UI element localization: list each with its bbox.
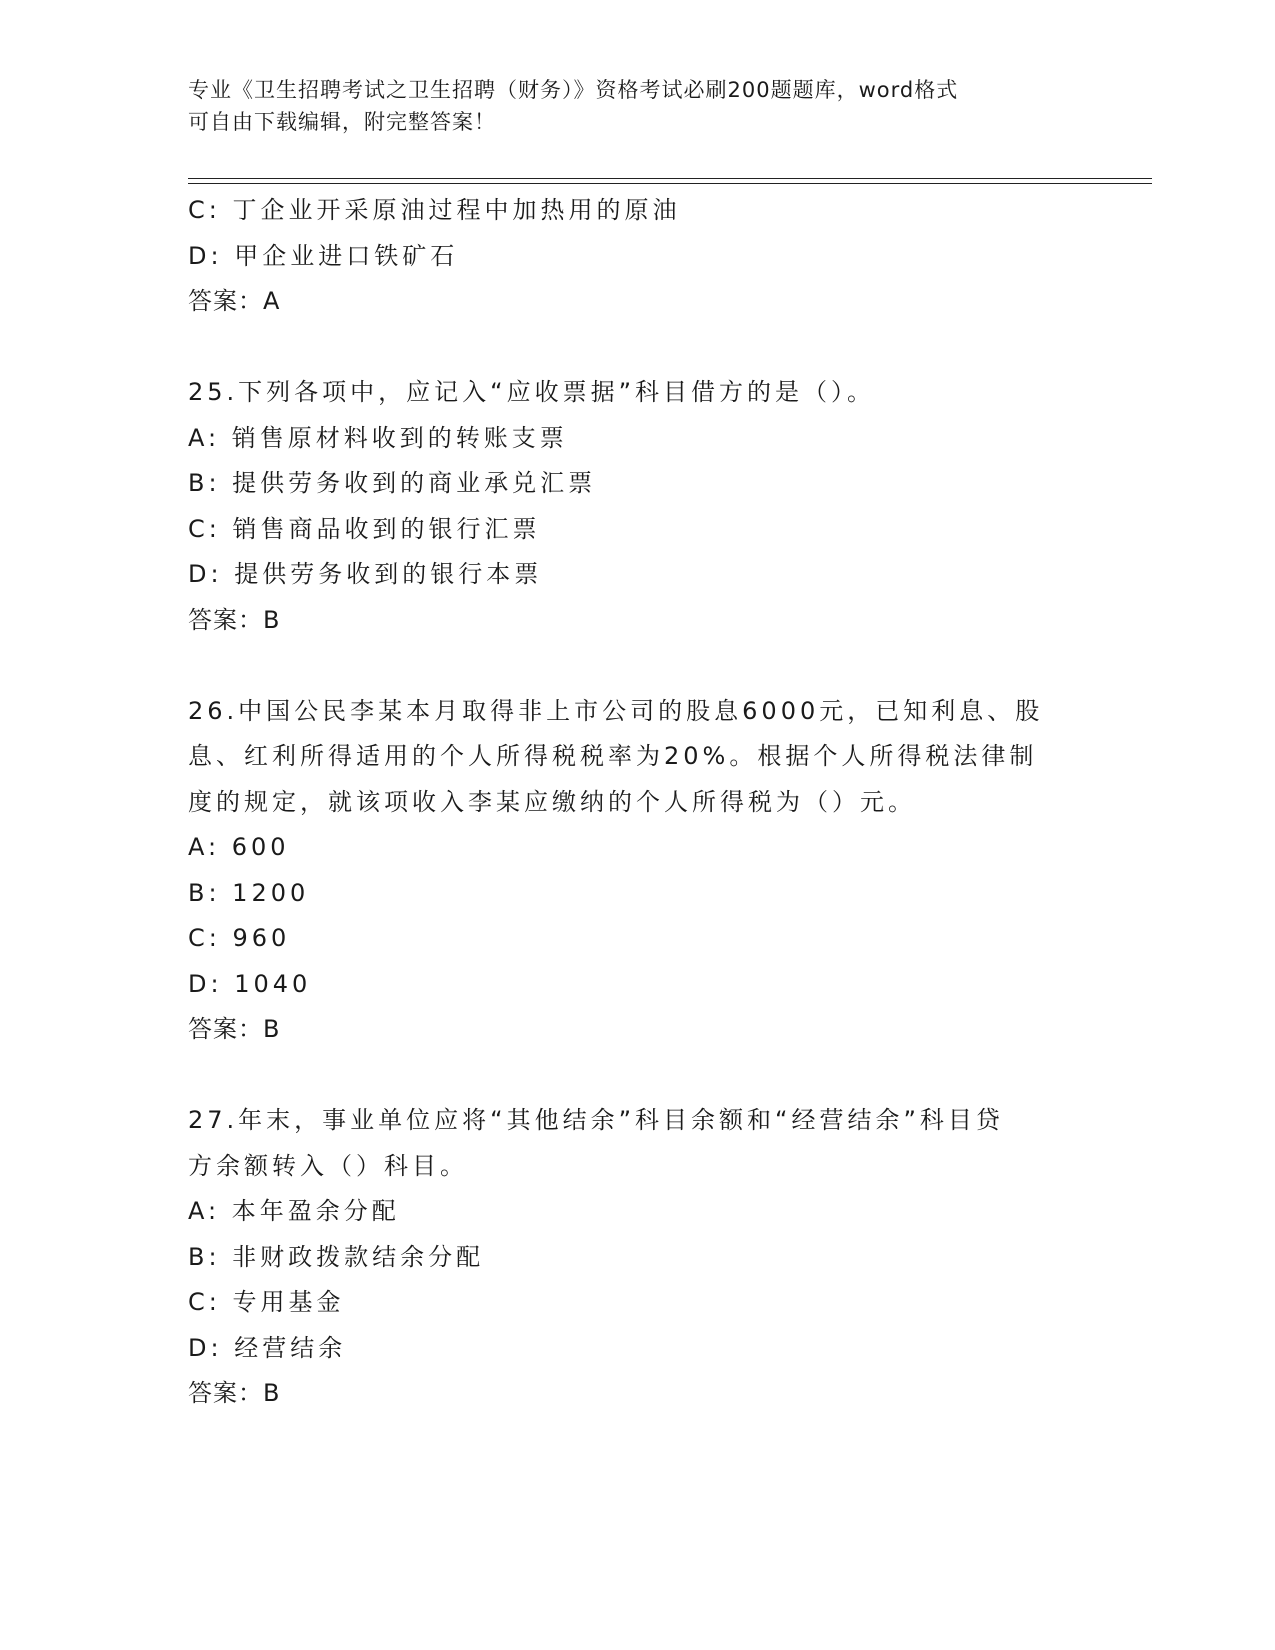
option-a: A: 销售原材料收到的转账支票 [188, 423, 568, 452]
document-header [188, 74, 1088, 138]
header-line-2: 可自由下载编辑，附完整答案！ [188, 110, 496, 134]
option-a: A: 600 [188, 833, 290, 861]
header-divider-top [188, 178, 1152, 179]
answer-line: 答案：B [188, 1015, 281, 1043]
previous-question-tail [188, 188, 1088, 325]
option-d: D: 经营结余 [188, 1333, 347, 1362]
option-d: D: 甲企业进口铁矿石 [188, 241, 459, 270]
option-b: B: 1200 [188, 878, 310, 907]
question-25 [188, 370, 1088, 643]
option-b: B: 提供劳务收到的商业承兑汇票 [188, 469, 597, 497]
answer-line: 答案：B [188, 605, 281, 634]
answer-line: 答案：B [188, 1379, 281, 1407]
option-a: A: 本年盈余分配 [188, 1197, 400, 1225]
option-d: D: 提供劳务收到的银行本票 [188, 560, 543, 588]
option-c: C: 销售商品收到的银行汇票 [188, 514, 541, 543]
answer-line: 答案：A [188, 287, 281, 315]
question-27 [188, 1098, 1088, 1417]
header-divider-bottom [188, 183, 1152, 184]
question-stem-line-2: 方余额转入（）科目。 [188, 1151, 468, 1180]
option-c: C: 960 [188, 924, 291, 952]
option-b: B: 非财政拨款结余分配 [188, 1242, 485, 1271]
header-line-1: 专业《卫生招聘考试之卫生招聘（财务）》资格考试必刷200题题库，word格式 [188, 78, 959, 102]
option-c: C: 专用基金 [188, 1288, 345, 1316]
question-26 [188, 689, 1088, 1053]
option-d: D: 1040 [188, 969, 312, 998]
option-c: C: 丁企业开采原油过程中加热用的原油 [188, 196, 681, 224]
question-stem-line-3: 度的规定，就该项收入李某应缴纳的个人所得税为（）元。 [188, 787, 916, 816]
question-stem-line-2: 息、红利所得适用的个人所得税税率为20%。根据个人所得税法律制 [188, 742, 1038, 770]
question-content [188, 188, 1088, 1417]
question-stem-line-1: 27.年末，事业单位应将“其他结余”科目余额和“经营结余”科目贷 [188, 1106, 1004, 1134]
question-stem-line-1: 26.中国公民李某本月取得非上市公司的股息6000元，已知利息、股 [188, 696, 1044, 725]
question-stem: 25.下列各项中，应记入“应收票据”科目借方的是（）。 [188, 378, 876, 406]
